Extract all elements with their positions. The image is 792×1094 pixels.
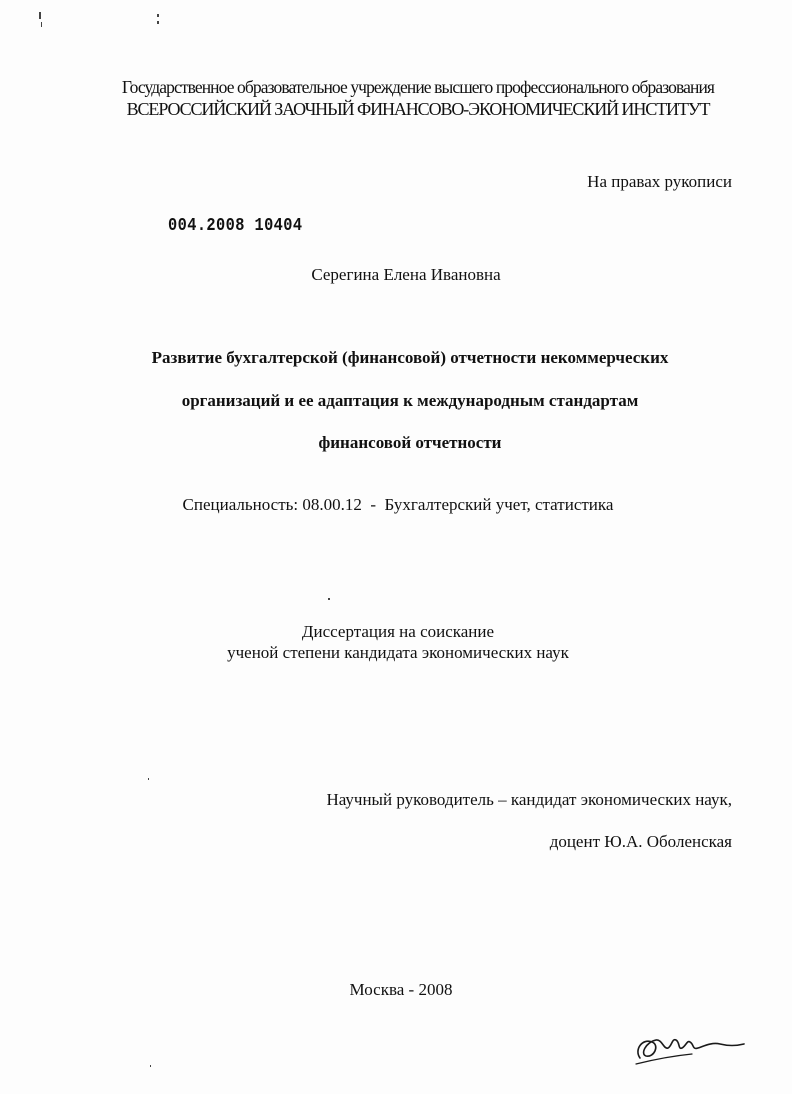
registration-stamp: 004.2008 10404: [168, 216, 303, 236]
manuscript-note: На правах рукописи: [587, 172, 732, 191]
scan-artifact: [157, 21, 159, 24]
scan-artifact: [148, 778, 149, 780]
scan-artifact: [150, 1065, 151, 1067]
city-year: Москва - 2008: [349, 980, 453, 999]
supervisor-line1: Научный руководитель – кандидат экономических наук,: [326, 790, 732, 809]
supervisor-line2: доцент Ю.А. Оболенская: [549, 832, 732, 851]
institution-name-line1: Государственное образовательное учреждение высшего профессионального образования: [121, 77, 715, 97]
degree-line1: Диссертация на соискание: [301, 622, 495, 641]
specialty-line: Специальность: 08.00.12 - Бухгалтерский учет, статистика: [182, 495, 614, 514]
handwritten-signature: [632, 1020, 752, 1070]
scan-artifact: [39, 12, 41, 19]
author-name: Серегина Елена Ивановна: [311, 265, 501, 284]
scan-artifact: [41, 22, 42, 27]
degree-line2: ученой степени кандидата экономических наук: [227, 643, 569, 662]
dissertation-title-line3: финансовой отчетности: [318, 433, 502, 452]
scan-artifact: [157, 14, 159, 17]
institution-name-line2: ВСЕРОССИЙСКИЙ ЗАОЧНЫЙ ФИНАНСОВО-ЭКОНОМИЧЕСКИЙ ИНСТИТУТ: [126, 99, 710, 119]
dissertation-title-line2: организаций и ее адаптация к международным стандартам: [181, 391, 639, 410]
dissertation-title-line1: Развитие бухгалтерской (финансовой) отчетности некоммерческих: [151, 348, 669, 367]
scan-artifact: [328, 598, 330, 600]
